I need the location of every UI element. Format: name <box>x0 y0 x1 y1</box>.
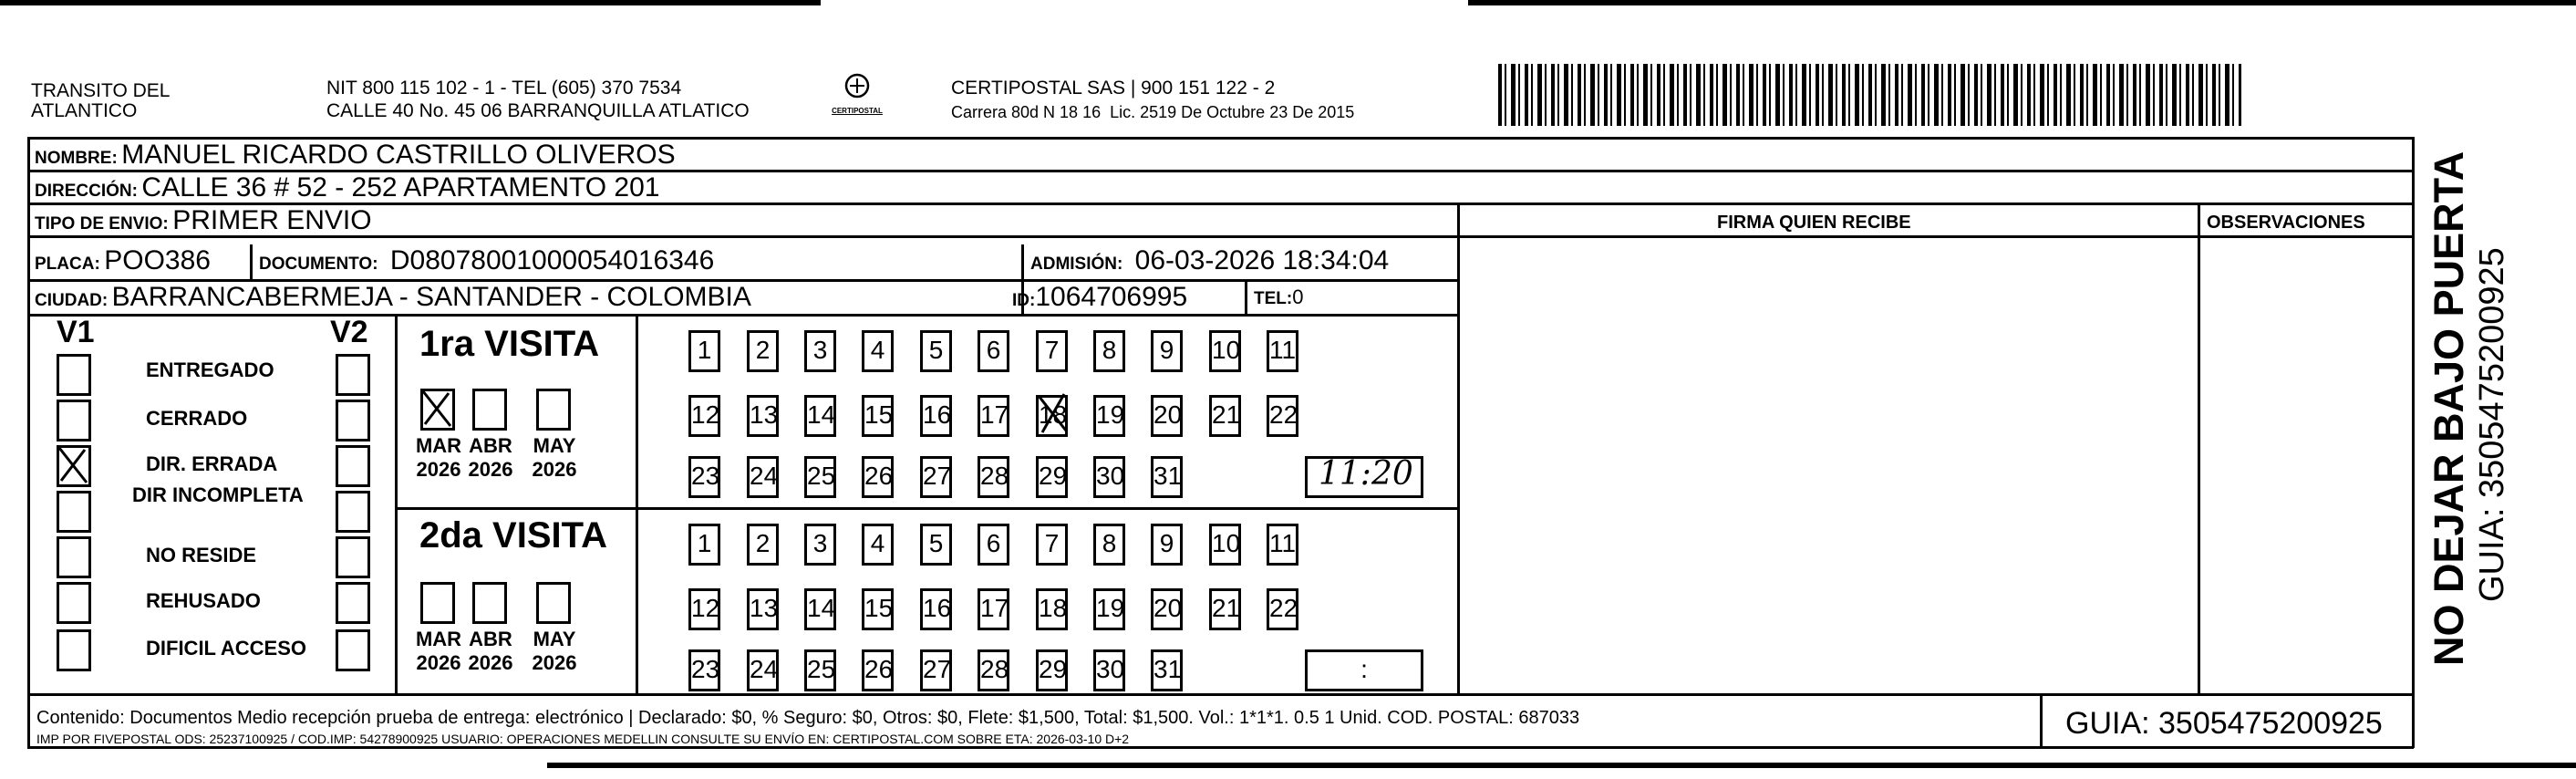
day-box[interactable]: 17 <box>978 395 1009 437</box>
day-box[interactable]: 20 <box>1151 588 1183 630</box>
frame-line <box>547 763 2576 768</box>
day-box[interactable]: 5 <box>920 330 952 372</box>
v1-checkbox[interactable] <box>57 629 91 671</box>
v1-checkbox[interactable] <box>57 400 91 441</box>
day-box[interactable]: 18 <box>1036 588 1068 630</box>
org-nit: NIT 800 115 102 - 1 - TEL (605) 370 7534 <box>326 78 682 99</box>
admision-cell: ADMISIÓN: 06-03-2026 18:34:04 <box>1030 245 1390 275</box>
day-box[interactable]: 28 <box>978 649 1009 691</box>
day-box[interactable]: 4 <box>862 524 894 566</box>
day-box[interactable]: 15 <box>862 395 894 437</box>
firma-header: FIRMA QUIEN RECIBE <box>1717 213 1911 233</box>
time-handwritten: 11:20 <box>1319 455 1413 493</box>
day-box[interactable]: 23 <box>688 649 720 691</box>
day-box[interactable]: 19 <box>1093 395 1125 437</box>
day-box[interactable]: 26 <box>862 649 894 691</box>
day-box[interactable]: 5 <box>920 524 952 566</box>
frame-line <box>395 507 1457 510</box>
month-checkbox[interactable] <box>472 389 507 431</box>
documento-value: D08078001000054016346 <box>389 245 715 275</box>
day-box[interactable]: 7 <box>1036 524 1068 566</box>
side-guia: GUIA: 3505475200925 <box>2473 247 2511 602</box>
day-box[interactable]: 14 <box>804 395 836 437</box>
frame-line <box>250 244 253 279</box>
carrier-name: CERTIPOSTAL SAS | 900 151 122 - 2 <box>951 78 1276 99</box>
day-box[interactable]: 25 <box>804 456 836 498</box>
day-box[interactable]: 14 <box>804 588 836 630</box>
day-box[interactable]: 1 <box>688 330 720 372</box>
reason-label: DIR. ERRADA <box>146 452 278 475</box>
visit1-title: 1ra VISITA <box>419 324 600 364</box>
day-box[interactable]: 28 <box>978 456 1009 498</box>
v2-checkbox[interactable] <box>336 536 370 578</box>
v2-checkbox[interactable] <box>336 445 370 487</box>
v1-checkbox[interactable] <box>57 536 91 578</box>
day-box[interactable]: 26 <box>862 456 894 498</box>
month-checkbox[interactable] <box>536 389 571 431</box>
v1-checkbox[interactable] <box>57 582 91 624</box>
nombre-value: MANUEL RICARDO CASTRILLO OLIVEROS <box>121 140 676 170</box>
day-box[interactable]: 29 <box>1036 456 1068 498</box>
day-box[interactable]: 4 <box>862 330 894 372</box>
frame-line <box>2412 137 2415 693</box>
day-box[interactable]: 12 <box>688 588 720 630</box>
frame-line <box>2040 695 2043 746</box>
ciudad-value: BARRANCABERMEJA - SANTANDER - COLOMBIA <box>111 282 751 312</box>
day-box[interactable]: 22 <box>1267 395 1298 437</box>
v1-checkbox[interactable] <box>57 354 91 396</box>
tel-cell: TEL:0 <box>1254 286 1304 308</box>
day-box[interactable]: 16 <box>920 588 952 630</box>
reason-label: NO RESIDE <box>146 544 257 566</box>
top-border <box>0 0 821 5</box>
day-box[interactable]: 24 <box>747 456 779 498</box>
day-box[interactable]: 23 <box>688 456 720 498</box>
day-box[interactable]: 27 <box>920 456 952 498</box>
reason-label: REHUSADO <box>146 589 261 612</box>
month-label: MAY 2026 <box>532 628 577 674</box>
day-box[interactable]: 7 <box>1036 330 1068 372</box>
side-warning: NO DEJAR BAJO PUERTA <box>2426 151 2472 666</box>
day-box[interactable]: 11 <box>1267 524 1298 566</box>
v2-checkbox[interactable] <box>336 491 370 533</box>
org-name-line1: TRANSITO DEL <box>31 80 171 101</box>
carrier-address: Carrera 80d N 18 16 Lic. 2519 De Octubre 23 De 2015 <box>951 103 1355 121</box>
footer-guia: GUIA: 3505475200925 <box>2065 706 2383 741</box>
v1-checkbox[interactable] <box>57 491 91 533</box>
day-box[interactable]: 3 <box>804 330 836 372</box>
day-box[interactable]: 15 <box>862 588 894 630</box>
day-box[interactable]: 2 <box>747 330 779 372</box>
day-box[interactable]: 9 <box>1151 330 1183 372</box>
day-box[interactable]: 30 <box>1093 456 1125 498</box>
id-value: 1064706995 <box>1035 282 1188 312</box>
ciudad-cell: CIUDAD: BARRANCABERMEJA - SANTANDER - COLOMBIA <box>35 282 751 312</box>
day-box[interactable]: 21 <box>1209 395 1241 437</box>
day-box[interactable]: 22 <box>1267 588 1298 630</box>
day-box[interactable]: 8 <box>1093 330 1125 372</box>
day-box[interactable]: 19 <box>1093 588 1125 630</box>
day-box[interactable]: 6 <box>978 524 1009 566</box>
day-box[interactable]: 21 <box>1209 588 1241 630</box>
org-address: CALLE 40 No. 45 06 BARRANQUILLA ATLATICO <box>326 100 750 121</box>
v2-label: V2 <box>330 315 368 349</box>
day-box[interactable]: 12 <box>688 395 720 437</box>
day-box[interactable]: 27 <box>920 649 952 691</box>
certipostal-logo: CERTIPOSTAL <box>830 73 885 128</box>
frame-line <box>27 746 2414 749</box>
day-box[interactable]: 31 <box>1151 649 1183 691</box>
month-label: ABR 2026 <box>468 628 513 674</box>
day-box[interactable]: 29 <box>1036 649 1068 691</box>
documento-cell: DOCUMENTO: D08078001000054016346 <box>259 245 715 275</box>
month-checkbox[interactable] <box>420 582 455 624</box>
month-checkbox[interactable] <box>472 582 507 624</box>
tel-value: 0 <box>1292 286 1304 308</box>
day-box[interactable]: 16 <box>920 395 952 437</box>
admision-value: 06-03-2026 18:34:04 <box>1134 245 1390 275</box>
frame-line <box>395 314 398 693</box>
v1-checkbox[interactable] <box>57 445 91 487</box>
day-box[interactable]: 30 <box>1093 649 1125 691</box>
direccion-row: DIRECCIÓN: CALLE 36 # 52 - 252 APARTAMENTO 201 <box>35 172 660 203</box>
day-box[interactable]: 25 <box>804 649 836 691</box>
month-checkbox[interactable] <box>420 389 455 431</box>
day-box[interactable]: 13 <box>747 395 779 437</box>
month-label: ABR 2026 <box>468 434 513 481</box>
reason-label: CERRADO <box>146 407 248 430</box>
v1-label: V1 <box>57 315 95 349</box>
signature-area[interactable] <box>1460 238 2198 693</box>
reason-label: DIR INCOMPLETA <box>132 483 304 506</box>
top-border-right <box>1468 0 2576 5</box>
day-box[interactable]: 11 <box>1267 330 1298 372</box>
reason-label: DIFICIL ACCESO <box>146 637 307 660</box>
day-box[interactable]: 9 <box>1151 524 1183 566</box>
month-label: MAY 2026 <box>532 434 577 481</box>
visit2-title: 2da VISITA <box>419 515 607 556</box>
time-box[interactable] <box>1305 456 1423 498</box>
tipo-envio-row: TIPO DE ENVIO: PRIMER ENVIO <box>35 205 372 235</box>
frame-line <box>2412 693 2415 748</box>
v2-checkbox[interactable] <box>336 354 370 396</box>
day-box[interactable]: 31 <box>1151 456 1183 498</box>
observaciones-area[interactable] <box>2200 238 2412 693</box>
id-cell: ID:1064706995 <box>1012 282 1188 312</box>
month-label: MAR 2026 <box>415 628 462 674</box>
day-box[interactable]: 20 <box>1151 395 1183 437</box>
footer-print-info: IMP POR FIVEPOSTAL ODS: 25237100925 / COD.IMP: 54278900925 USUARIO: OPERACIONES MEDELLIN CONSULTE SU ENVÍO EN: CERTIPOSTAL.COM SOBRE ETA: 2026-03-10 D+2 <box>36 732 1130 746</box>
day-box[interactable]: 18 <box>1036 395 1068 437</box>
day-box[interactable]: 6 <box>978 330 1009 372</box>
reason-label: ENTREGADO <box>146 358 274 381</box>
placa-value: POO386 <box>104 245 211 275</box>
barcode <box>1498 64 2241 126</box>
v2-checkbox[interactable] <box>336 400 370 441</box>
direccion-value: CALLE 36 # 52 - 252 APARTAMENTO 201 <box>141 172 660 203</box>
tipo-envio-value: PRIMER ENVIO <box>172 205 372 235</box>
nombre-row: NOMBRE: MANUEL RICARDO CASTRILLO OLIVEROS <box>35 140 676 170</box>
month-label: MAR 2026 <box>415 434 462 481</box>
placa-cell: PLACA: POO386 <box>35 245 211 275</box>
frame-line <box>1245 279 1247 314</box>
month-checkbox[interactable] <box>536 582 571 624</box>
day-box[interactable]: 8 <box>1093 524 1125 566</box>
day-box[interactable]: 2 <box>747 524 779 566</box>
day-box[interactable]: 1 <box>688 524 720 566</box>
org-name-line2: ATLANTICO <box>31 100 138 121</box>
day-box[interactable]: 10 <box>1209 524 1241 566</box>
day-box[interactable]: 3 <box>804 524 836 566</box>
day-box[interactable]: 13 <box>747 588 779 630</box>
frame-line <box>636 314 638 693</box>
day-box[interactable]: 24 <box>747 649 779 691</box>
footer-contents: Contenido: Documentos Medio recepción prueba de entrega: electrónico | Declarado: $0, % Seguro: $0, Otros: $0, Flete: $1,500, Total: $1,500. Vol.: 1*1*1. 0.5 1 Unid. COD. POSTAL: 687033 <box>36 708 1580 728</box>
v2-checkbox[interactable] <box>336 629 370 671</box>
day-box[interactable]: 10 <box>1209 330 1241 372</box>
time-box[interactable]: : <box>1305 649 1423 691</box>
day-box[interactable]: 17 <box>978 588 1009 630</box>
frame-line <box>27 137 30 748</box>
v2-checkbox[interactable] <box>336 582 370 624</box>
frame-line <box>27 693 2414 696</box>
observaciones-header: OBSERVACIONES <box>2207 213 2365 233</box>
